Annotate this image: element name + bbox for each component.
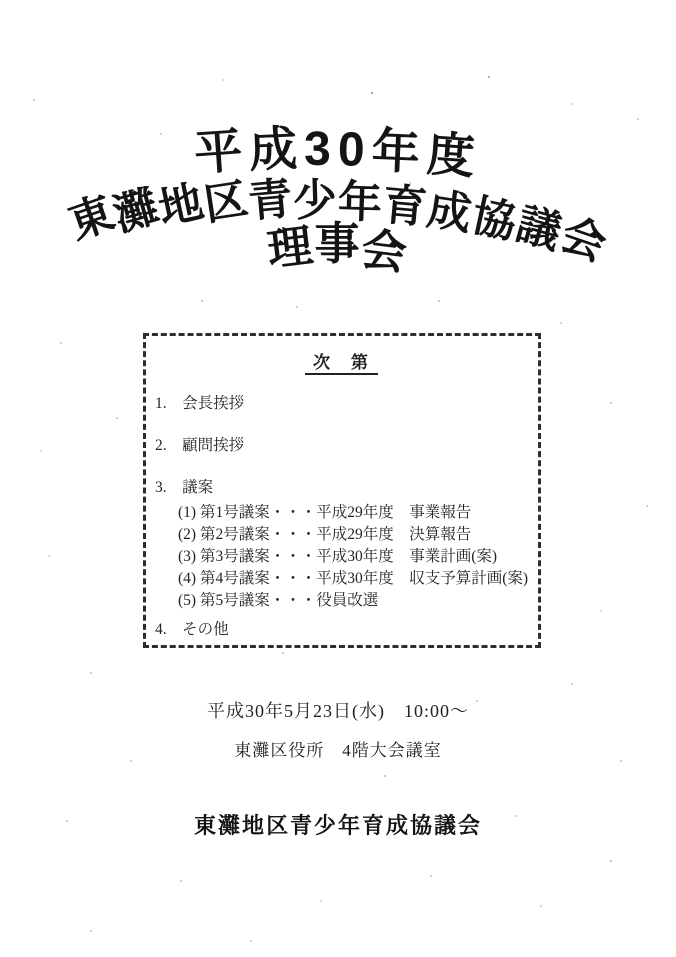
agenda-item-chairman-greeting: 1. 会長挨拶 [155,395,245,412]
title-line-year: 平成30年度 [192,122,484,185]
agenda-item-proposals: 3. 議案 [155,479,214,496]
agenda-item-advisor-greeting: 2. 顧問挨拶 [155,437,245,454]
agenda-heading-text: 次 第 [305,353,378,375]
agenda-subitem-proposal-4: (4) 第4号議案・・・平成30年度 収支予算計画(案) [178,570,529,587]
title-line-organization: 東灘地区青少年育成協議会 [62,174,614,271]
agenda-item-others: 4. その他 [155,621,229,638]
title-line-board-meeting: 理事会 [265,218,411,280]
scan-noise-speckles [0,0,2,2]
meeting-venue: 東灘区役所 4階大会議室 [234,741,442,760]
agenda-box [143,333,541,648]
agenda-subitem-proposal-2: (2) 第2号議案・・・平成29年度 決算報告 [178,526,472,543]
agenda-subitem-proposal-1: (1) 第1号議案・・・平成29年度 事業報告 [178,504,472,521]
agenda-subitem-proposal-3: (3) 第3号議案・・・平成30年度 事業計画(案) [178,548,498,565]
agenda-subitem-proposal-5: (5) 第5号議案・・・役員改選 [178,592,379,609]
organization-name: 東灘地区青少年育成協議会 [193,813,482,838]
agenda-heading [155,348,528,373]
meeting-datetime: 平成30年5月23日(水) 10:00～ [207,701,469,721]
